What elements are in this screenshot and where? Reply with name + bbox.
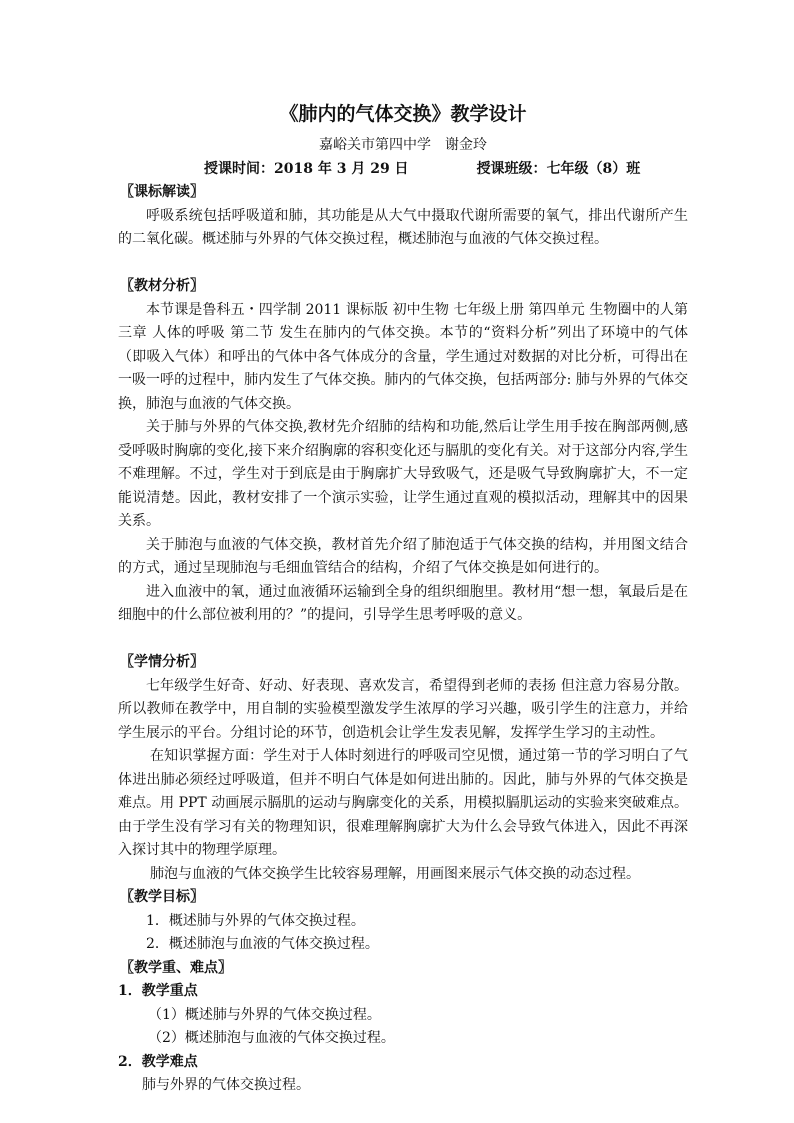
goal-item: 2．概述肺泡与血液的气体交换过程。 bbox=[146, 936, 379, 952]
textbook-paragraph: 关于肺与外界的气体交换,教材先介绍肺的结构和功能,然后让学生用手按在胸部两侧,感受呼吸时胸廓的变化,接下来介绍胸廓的容积变化还与膈肌的变化有关。对于这部分内容,学生不难理解。不过，学生对于到底是由于胸廓扩大导致吸气，还是吸气导致胸廓扩大，不一定能说清楚。因此，教材安排了一个演示实验，让学生通过直观的模拟活动，理解其中的因果关系。 bbox=[118, 419, 688, 529]
focus-item: （2）概述肺泡与血液的气体交换过程。 bbox=[148, 1030, 395, 1046]
document-page bbox=[118, 100, 688, 1098]
textbook-paragraph: 进入血液中的氧，通过血液循环运输到全身的组织细胞里。教材用“想一想，氧最后是在细胞中的什么部位被利用的？”的提问，引导学生思考呼吸的意义。 bbox=[118, 583, 688, 623]
goal-item: 1．概述肺与外界的气体交换过程。 bbox=[146, 912, 365, 929]
textbook-paragraph: 本节课是鲁科五・四学制 2011 课标版 初中生物 七年级上册 第四单元 生物圈中的人第三章 人体的呼吸 第二节 发生在肺内的气体交换。本节的“资料分析”列出了环境中的气体（即吸入气体）和呼出的气体中各气体成分的含量，学生通过对数据的对比分析，可得出在一吸一呼的过程中，肺内发生了气体交换。肺内的气体交换，包括两部分: 肺与外界的气体交换，肺泡与血液的气体交换。 bbox=[118, 301, 688, 412]
section-heading-keypoints: 〖教学重、难点〗 bbox=[120, 959, 232, 976]
students-paragraph: 七年级学生好奇、好动、好表现、喜欢发言，希望得到老师的表扬 但注意力容易分散。所以教师在教学中，用自制的实验模型激发学生浓厚的学习兴趣，吸引学生的注意力，并给学生展示的平台。分组讨论的环节，创造机会让学生发表见解，发挥学生学习的主动性。 bbox=[118, 677, 688, 741]
section-heading-students: 〖学情分析〗 bbox=[120, 654, 204, 670]
students-paragraph: 肺泡与血液的气体交换学生比较容易理解，用画图来展示气体交换的动态过程。 bbox=[150, 865, 640, 882]
focus-heading: 1．教学重点 bbox=[118, 983, 198, 999]
author-line: 嘉峪关市第四中学 谢金玲 bbox=[319, 137, 487, 153]
curriculum-paragraph: 呼吸系统包括呼吸道和肺，其功能是从大气中摄取代谢所需要的氧气，排出代谢所产生的二氧化碳。概述肺与外界的气体交换过程，概述肺泡与血液的气体交换过程。 bbox=[118, 207, 688, 247]
time-value: 2018 年 3 月 29 日 bbox=[274, 160, 409, 177]
lesson-meta bbox=[204, 158, 688, 182]
textbook-paragraph: 关于肺泡与血液的气体交换，教材首先介绍了肺泡适于气体交换的结构，并用图文结合的方式，通过呈现肺泡与毛细血管结合的结构，介绍了气体交换是如何进行的。 bbox=[118, 536, 688, 576]
section-heading-goals: 〖教学目标〗 bbox=[120, 889, 204, 905]
section-heading-curriculum: 〖课标解读〗 bbox=[120, 184, 204, 200]
class-value: 七年级（8）班 bbox=[546, 160, 641, 177]
section-heading-textbook: 〖教材分析〗 bbox=[120, 278, 204, 294]
document-title: 《肺内的气体交换》教学设计 bbox=[279, 103, 527, 125]
difficulty-heading: 2．教学难点 bbox=[118, 1053, 198, 1070]
focus-item: （1）概述肺与外界的气体交换过程。 bbox=[148, 1006, 381, 1023]
class-label: 授课班级： bbox=[476, 160, 547, 177]
students-paragraph: 在知识掌握方面：学生对于人体时刻进行的呼吸司空见惯，通过第一节的学习明白了气体进出肺必须经过呼吸道，但并不明白气体是如何进出肺的。因此，肺与外界的气体交换是难点。用 PPT 动画展示膈肌的运动与胸廓变化的关系，用模拟膈肌运动的实验来突破难点。由于学生没有学习有关的物理知识，很难理解胸廓扩大为什么会导致气体进入，因此不再深入探讨其中的物理学原理。 bbox=[118, 748, 688, 858]
time-label: 授课时间： bbox=[204, 160, 274, 177]
difficulty-text: 肺与外界的气体交换过程。 bbox=[142, 1077, 310, 1093]
